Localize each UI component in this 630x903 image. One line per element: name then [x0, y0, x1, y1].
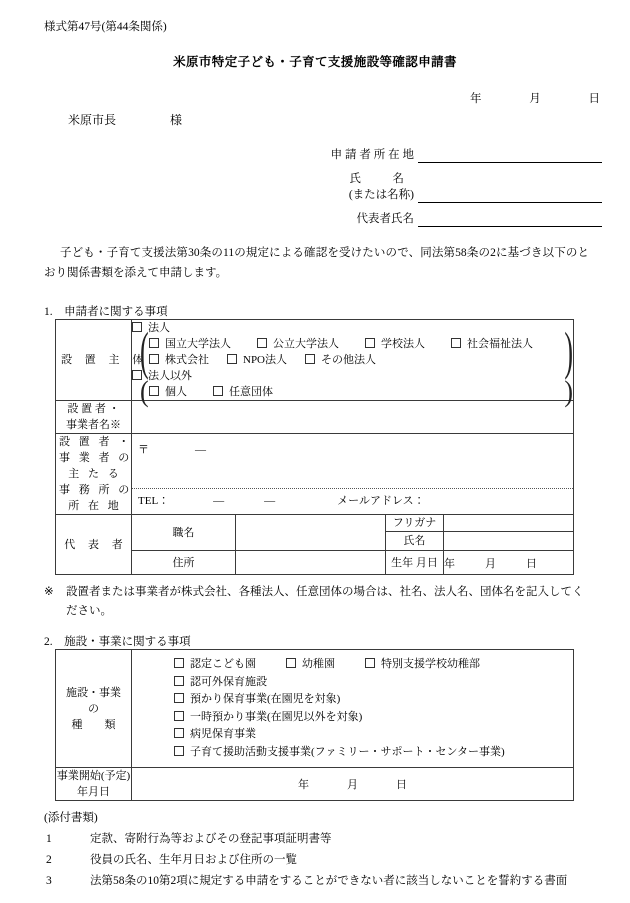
postal-code-area: [138, 444, 206, 456]
option-voluntary-organization[interactable]: [213, 384, 273, 400]
option-label: 株式会社: [165, 354, 209, 366]
attachment-text: 役員の氏名、生年月日および住所の一覧: [90, 854, 297, 866]
representative-address-input[interactable]: [236, 551, 386, 575]
start-year-label: 年: [298, 779, 309, 791]
postal-mark-icon: 〒: [138, 444, 149, 456]
applicant-name-label-line1: 氏 名: [349, 173, 414, 185]
body-paragraph-text: 子ども・子育て支援法第30条の11の規定による確認を受けたいので、同法第58条の2に基づき以下のとおり関係書類を添えて申請します。: [44, 247, 589, 279]
operator-address-label-line3: 主 た る: [68, 468, 122, 480]
checkbox-icon[interactable]: [365, 658, 375, 668]
checkbox-icon[interactable]: [365, 338, 375, 348]
table-row: [56, 551, 574, 575]
operator-address-label-line2: 事 業 者 の: [59, 452, 133, 464]
addressee-name: 米原市長: [68, 113, 117, 127]
entity-noncorporate-label: 法人以外: [148, 370, 192, 382]
representative-address-label: 住所: [172, 556, 195, 569]
attachment-text: 定款、寄附行為等およびその登記事項証明書等: [90, 833, 332, 845]
option-label: 子育て援助活動支援事業(ファミリー・サポート・センター事業): [190, 745, 505, 758]
representative-name-label: 氏名: [403, 535, 426, 547]
option-label: 公立大学法人: [273, 338, 339, 350]
facility-type-item[interactable]: [132, 709, 573, 727]
bracket-open-icon: (: [140, 321, 149, 381]
furigana-label: フリガナ: [392, 517, 437, 529]
option-label: 個人: [165, 386, 187, 398]
representative-label-cell: [56, 515, 132, 575]
option-kindergarten[interactable]: [286, 656, 335, 674]
applicant-representative-row: [262, 208, 602, 227]
applicant-block: [262, 144, 602, 233]
bracket-close-icon: ): [564, 374, 574, 409]
section1-note: [44, 583, 589, 621]
option-label: 認可外保育施設: [190, 675, 267, 688]
operator-name-label-line2: 事業者名※: [66, 419, 121, 431]
representative-name-input[interactable]: [444, 532, 574, 551]
tel-dash-2: —: [264, 495, 276, 507]
note-text: 設置者または事業者が株式会社、各種法人、任意団体の場合は、社名、法人名、団体名を記入してください。: [66, 586, 584, 617]
start-date-label-line2: 年月日: [77, 786, 110, 798]
operator-address-label-line5: 所 在 地: [68, 500, 122, 512]
checkbox-icon[interactable]: [305, 354, 315, 364]
checkbox-icon[interactable]: [174, 693, 184, 703]
option-label: 学校法人: [381, 338, 425, 350]
facility-type-item[interactable]: [132, 744, 573, 762]
entity-noncorporate-line: [132, 368, 573, 384]
applicant-location-label: 申 請 者 所 在 地: [330, 149, 414, 161]
checkbox-icon[interactable]: [174, 746, 184, 756]
start-date-input[interactable]: [132, 768, 574, 801]
table-row: [56, 401, 574, 434]
attachment-text: 法第58条の10第2項に規定する申請をすることができない者に該当しないことを誓約する書面: [90, 875, 568, 887]
date-day-label: 日: [588, 93, 600, 105]
representative-name-label-cell: [386, 532, 444, 551]
table-row: [56, 320, 574, 401]
checkbox-icon[interactable]: [286, 658, 296, 668]
entity-noncorporate-options: [149, 386, 273, 398]
facility-table: [55, 649, 574, 801]
date-month-label: 月: [529, 93, 541, 105]
applicant-name-label: [262, 171, 418, 203]
facility-type-item[interactable]: [132, 726, 573, 744]
body-paragraph: [44, 243, 589, 283]
section2-heading: 2. 施設・事業に関する事項: [44, 636, 191, 648]
entity-label: 設 置 主 体: [61, 354, 149, 366]
option-other-corporation[interactable]: [305, 352, 376, 368]
applicant-name-row: [262, 169, 602, 203]
option-certified-kodomoen[interactable]: [174, 656, 256, 674]
dob-month-label: 月: [485, 557, 496, 570]
applicant-representative-label: 代表者氏名: [356, 213, 414, 225]
checkbox-icon[interactable]: [174, 728, 184, 738]
option-label: 国立大学法人: [165, 338, 231, 350]
operator-address-cell: [132, 434, 574, 515]
option-label: 特別支援学校幼稚部: [381, 658, 480, 670]
option-label: 預かり保育事業(在園児を対象): [190, 693, 341, 705]
operator-address-label-cell: [56, 434, 132, 515]
facility-type-item[interactable]: [132, 691, 573, 709]
list-item: [44, 850, 604, 871]
bracket-close-icon: ): [564, 321, 574, 381]
option-label: 任意団体: [229, 386, 273, 398]
representative-label: 代 表 者: [64, 538, 128, 551]
entity-corporate-label: 法人: [148, 322, 170, 334]
option-label: NPO法人: [243, 354, 288, 366]
facility-type-label-line2: の: [88, 702, 99, 715]
option-national-university[interactable]: [149, 336, 231, 352]
furigana-label-cell: [386, 515, 444, 532]
checkbox-icon[interactable]: [149, 386, 159, 396]
submission-date-line: [470, 90, 600, 106]
operator-address-label-line4: 事 務 所 の: [59, 484, 133, 496]
applicant-location-row: [262, 144, 602, 163]
dob-input[interactable]: [444, 551, 574, 575]
tel-email-row[interactable]: [132, 489, 573, 510]
dob-year-label: 年: [444, 557, 455, 570]
checkbox-icon[interactable]: [451, 338, 461, 348]
facility-type-label-line1: 施設・事業: [66, 686, 121, 699]
start-date-label-line1: 事業開始(予定): [56, 770, 131, 782]
checkbox-icon[interactable]: [227, 354, 237, 364]
option-label: その他法人: [321, 354, 377, 366]
representative-address-label-cell: [132, 551, 236, 575]
checkbox-icon[interactable]: [174, 676, 184, 686]
job-title-label-cell: [132, 515, 236, 551]
entity-corporate-options-row1: [149, 338, 533, 350]
attachment-number: 2: [46, 854, 52, 866]
tel-dash-1: —: [213, 495, 225, 507]
attachment-number: 3: [46, 875, 52, 887]
bracket-open-icon: (: [140, 374, 149, 409]
dob-label-line1: 生年: [391, 556, 414, 569]
table-row: [56, 434, 574, 515]
form-number: 様式第47号(第44条関係): [44, 21, 167, 33]
facility-type-label-line3: 種 類: [71, 718, 116, 731]
section1-heading: 1. 申請者に関する事項: [44, 306, 168, 318]
checkbox-icon[interactable]: [174, 711, 184, 721]
facility-type-row1: [132, 656, 573, 674]
entity-label-cell: [56, 320, 149, 401]
operator-name-label-cell: [56, 401, 132, 434]
dob-label-cell: [386, 551, 444, 575]
applicant-name-label-line2: (または名称): [348, 189, 414, 201]
attachments-block: [44, 808, 604, 892]
option-label: 社会福祉法人: [467, 338, 533, 350]
attachments-title: (添付書類): [44, 812, 98, 824]
furigana-input[interactable]: [444, 515, 574, 532]
attachments-list: [44, 829, 604, 892]
start-date-label-cell: [56, 768, 132, 801]
operator-name-label-line1: 設 置 者 ・: [67, 403, 120, 415]
addressee-honorific: 様: [170, 113, 183, 127]
checkbox-icon[interactable]: [213, 386, 223, 396]
start-day-label: 日: [396, 779, 407, 791]
option-stock-company[interactable]: [149, 352, 209, 368]
option-label: 一時預かり事業(在園児以外を対象): [190, 710, 363, 723]
tel-label: TEL：: [138, 495, 170, 507]
option-npo-corporation[interactable]: [227, 352, 287, 368]
option-public-university[interactable]: [257, 336, 339, 352]
checkbox-icon[interactable]: [257, 338, 267, 348]
facility-type-label-cell: [56, 650, 132, 768]
applicant-location-input[interactable]: [418, 147, 602, 163]
postal-dash: —: [195, 444, 206, 456]
option-individual[interactable]: [149, 384, 187, 400]
checkbox-icon[interactable]: [149, 338, 159, 348]
note-mark-icon: ※: [44, 586, 54, 598]
job-title-input[interactable]: [236, 515, 386, 551]
table-row: [56, 768, 574, 801]
option-special-support-school-kindergarten[interactable]: [365, 656, 480, 674]
operator-address-label-line1: 設 置 者 ・: [59, 436, 133, 448]
entity-options-cell: [132, 320, 574, 409]
checkbox-icon[interactable]: [174, 658, 184, 668]
entity-corporate-line: [132, 320, 573, 336]
start-month-label: 月: [347, 779, 358, 791]
operator-address-input[interactable]: [132, 438, 573, 488]
table-row: [56, 515, 574, 532]
list-item: [44, 829, 604, 850]
attachment-number: 1: [46, 833, 52, 845]
document-title: 米原市特定子ども・子育て支援施設等確認申請書: [173, 55, 457, 69]
table-row: [56, 650, 574, 768]
facility-type-item[interactable]: [132, 674, 573, 692]
option-label: 病児保育事業: [190, 728, 256, 740]
operator-name-input[interactable]: [132, 401, 574, 434]
list-item: [44, 871, 604, 892]
applicant-table: [55, 319, 574, 575]
applicant-representative-input[interactable]: [418, 211, 602, 227]
entity-corporate-options-row2: [149, 354, 376, 366]
option-school-corporation[interactable]: [365, 336, 425, 352]
option-label: 認定こども園: [190, 658, 256, 670]
checkbox-icon[interactable]: [149, 354, 159, 364]
option-social-welfare-corporation[interactable]: [451, 336, 533, 352]
email-label: メールアドレス：: [337, 495, 425, 507]
dob-label-line2: 月日: [415, 556, 438, 569]
job-title-label: 職名: [172, 526, 195, 539]
addressee: [68, 111, 182, 128]
dob-day-label: 日: [526, 557, 537, 570]
applicant-name-input[interactable]: [418, 187, 602, 203]
facility-type-options-cell: [132, 650, 574, 768]
option-label: 幼稚園: [302, 658, 335, 670]
date-year-label: 年: [470, 93, 482, 105]
